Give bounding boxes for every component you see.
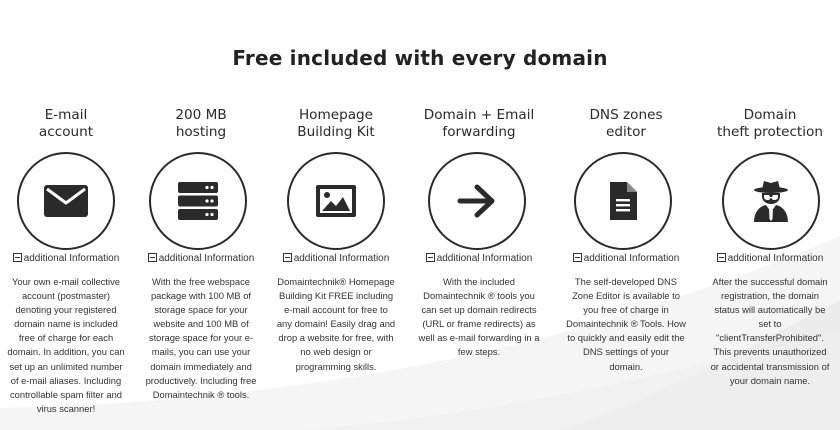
page-title: Free included with every domain: [232, 46, 608, 70]
desc-line: storage space for your e-: [148, 332, 254, 344]
additional-info-label: additional Information: [158, 253, 255, 264]
feature-title-line: Domain + Email: [423, 107, 535, 123]
feature-title-line: E-mail: [44, 107, 88, 123]
image-icon: [315, 184, 357, 218]
desc-line: few steps.: [457, 346, 501, 358]
feature-description: [136, 275, 266, 402]
desc-line: DNS settings of your: [583, 346, 669, 358]
desc-line: Domaintechnik ® Tools. How: [566, 318, 686, 330]
arrow-right-icon: [457, 183, 497, 219]
desc-line: This prevents unauthorized: [713, 346, 827, 358]
feature-title: [136, 107, 266, 141]
feature-title: [268, 107, 404, 141]
additional-info-toggle[interactable]: [700, 253, 840, 264]
icon-circle: [574, 152, 672, 250]
feature-title-line: hosting: [175, 124, 227, 140]
feature-title-line: forwarding: [442, 124, 516, 140]
additional-info-label: additional Information: [436, 253, 533, 264]
desc-line: denoting your registered: [15, 304, 117, 316]
desc-line: you free of charge in: [583, 304, 669, 316]
icon-circle: [17, 152, 115, 250]
collapse-icon: [573, 253, 582, 262]
desc-line: or accidental transmission of: [710, 360, 830, 372]
feature-title-line: 200 MB: [175, 107, 227, 123]
icon-circle: [428, 152, 526, 250]
desc-line: domain name is included: [14, 318, 118, 330]
desc-line: can set up domain redirects: [421, 304, 537, 316]
desc-line: well as e-mail forwarding in a: [418, 332, 540, 344]
desc-line: "clientTransferProhibited".: [716, 332, 824, 344]
desc-line: domain. In addition, you can: [7, 346, 125, 358]
collapse-icon: [283, 253, 292, 262]
icon-circle: [149, 152, 247, 250]
desc-line: website and 100 MB of: [153, 318, 249, 330]
additional-info-label: additional Information: [583, 253, 680, 264]
desc-line: virus scanner!: [36, 402, 96, 414]
feature-description: [700, 275, 840, 388]
additional-info-label: additional Information: [293, 253, 390, 264]
desc-line: programming skills.: [295, 360, 377, 372]
icon-circle: [287, 152, 385, 250]
desc-line: registration, the domain: [721, 290, 819, 302]
feature-description: [0, 275, 132, 416]
desc-line: set up an unlimited number: [9, 360, 123, 372]
feature-description: [408, 275, 550, 360]
desc-line: no web design or: [300, 346, 372, 358]
desc-line: set to: [758, 318, 782, 330]
spy-icon: [750, 179, 792, 223]
desc-line: Zone Editor is available to: [572, 290, 680, 302]
feature-title-line: account: [38, 124, 94, 140]
feature-description: [268, 275, 404, 374]
desc-line: productively. Including free: [145, 374, 257, 386]
desc-line: controllable spam filter and: [9, 388, 123, 400]
feature-title-line: editor: [605, 124, 646, 140]
desc-line: storage space for your: [154, 304, 248, 316]
desc-line: With the free webspace: [152, 276, 250, 287]
collapse-icon: [426, 253, 435, 262]
desc-line: drop a website for free, with: [278, 332, 394, 344]
additional-info-toggle[interactable]: [0, 253, 132, 264]
desc-line: any domain! Easily drag and: [276, 318, 396, 330]
desc-line: account (postmaster): [21, 290, 111, 302]
feature-description: [556, 275, 696, 374]
desc-line: package with 100 MB of: [150, 290, 252, 302]
feature-title: [556, 107, 696, 141]
desc-line: free of charge for each: [18, 332, 114, 344]
icon-circle: [722, 152, 820, 250]
desc-line: your domain name.: [729, 374, 811, 386]
envelope-icon: [43, 184, 89, 218]
desc-line: to quickly and easily edit the: [567, 332, 685, 344]
desc-line: The self-developed DNS: [574, 276, 678, 287]
desc-line: mails, you can use your: [151, 346, 251, 358]
additional-info-toggle[interactable]: [136, 253, 266, 264]
feature-title-line: Domain: [743, 107, 797, 123]
desc-line: Domaintechnik ® tools.: [152, 388, 250, 400]
desc-line: domain.: [609, 360, 643, 372]
desc-line: Domaintechnik® Homepage: [277, 276, 395, 287]
additional-info-label: additional Information: [23, 253, 120, 264]
collapse-icon: [13, 253, 22, 262]
desc-line: domain immediately and: [150, 360, 252, 372]
additional-info-toggle[interactable]: [556, 253, 696, 264]
collapse-icon: [717, 253, 726, 262]
desc-line: With the included: [443, 276, 515, 287]
feature-title: [408, 107, 550, 141]
feature-title-line: DNS zones: [589, 107, 663, 123]
feature-title: [0, 107, 132, 141]
document-icon: [608, 181, 638, 221]
additional-info-toggle[interactable]: [408, 253, 550, 264]
desc-line: Domaintechnik ® tools you: [423, 290, 535, 302]
desc-line: Building Kit FREE including: [278, 290, 394, 302]
additional-info-toggle[interactable]: [268, 253, 404, 264]
desc-line: e-mail account for free to: [284, 304, 388, 316]
desc-line: of e-mail aliases. Including: [10, 374, 122, 386]
additional-info-label: additional Information: [727, 253, 824, 264]
desc-line: (URL or frame redirects) as: [422, 318, 536, 330]
feature-title: [700, 107, 840, 141]
server-icon: [177, 181, 219, 221]
feature-title-line: theft protection: [717, 124, 823, 140]
desc-line: After the successful domain: [712, 276, 828, 287]
collapse-icon: [148, 253, 157, 262]
feature-title-line: Building Kit: [297, 124, 375, 140]
feature-title-line: Homepage: [298, 107, 374, 123]
desc-line: status will automatically be: [714, 304, 826, 316]
desc-line: Your own e-mail collective: [11, 276, 121, 287]
